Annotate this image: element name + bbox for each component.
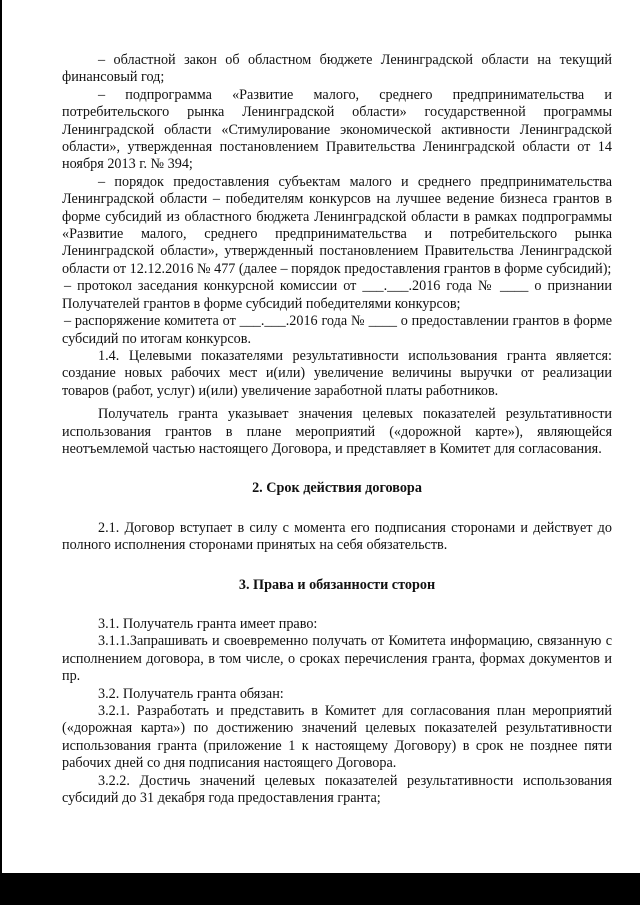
paragraph-1-4: 1.4. Целевыми показателями результативности использования гранта является: создание новых рабочих мест и(или) увеличение величины выручки от реализации товаров (работ, услуг) и(или) увеличение заработной платы работников. — [62, 347, 612, 399]
list-item: – протокол заседания конкурсной комиссии от ___.___.2016 года № ____ о признании Получателей грантов в форме субсидий победителями конкурсов; — [62, 278, 612, 312]
paragraph-3-2-1: 3.2.1. Разработать и представить в Комитет для согласования план мероприятий («дорожная карта») по достижению значений целевых показателей результативности использования гранта (приложение 1 к настоящему Договору) в срок не позднее пяти рабочих дней со дня подписания настоящего Договора. — [62, 703, 612, 772]
list-item: – распоряжение комитета от ___.___.2016 года № ____ о предоставлении грантов в форме субсидий по итогам конкурсов. — [62, 313, 612, 347]
section-3-heading: 3. Права и обязанности сторон — [238, 576, 436, 593]
list-item: – подпрограмма «Развитие малого, среднего предпринимательства и потребительского рынка Ленинградской области» государственной программы Ленинградской области «Стимулирование экономической активности Ленинградской области», утвержденная постановлением Правительства Ленинградской области от 14 ноября 2013 г. № 394; — [62, 86, 612, 173]
paragraph-grant-recipient: Получатель гранта указывает значения целевых показателей результативности использования грантов в плане мероприятий («дорожной карте»), являющейся неотъемлемой частью настоящего Договора, и представляет в Комитет для согласования. — [62, 406, 612, 457]
paragraph-3-1: 3.1. Получатель гранта имеет право: — [98, 615, 318, 632]
paragraph-3-2-2: 3.2.2. Достичь значений целевых показателей результативности использования субсидий до 31 декабря года предоставления гранта; — [62, 772, 612, 807]
paragraph-2-1: 2.1. Договор вступает в силу с момента его подписания сторонами и действует до полного исполнения сторонами принятых на себя обязательств. — [62, 519, 612, 554]
list-item: – областной закон об областном бюджете Ленинградской области на текущий финансовый год; — [62, 52, 612, 86]
scan-left-edge — [0, 0, 2, 873]
paragraph-3-1-1: 3.1.1.Запрашивать и своевременно получать от Комитета информацию, связанную с исполнением договора, в том числе, о сроках перечисления гранта, формах документов и пр. — [62, 633, 612, 685]
paragraph-3-2: 3.2. Получатель гранта обязан: — [98, 685, 284, 702]
list-item: – порядок предоставления субъектам малого и среднего предпринимательства Ленинградской области – победителям конкурсов на лучшее ведение бизнеса грантов в форме субсидий из областного бюджета Ленинградской области в рамках подпрограммы «Развитие малого, среднего предпринимательства и потребительского рынка Ленинградской области», утвержденный постановлением Правительства Ленинградской области от 12.12.2016 № 477 (далее – порядок предоставления грантов в форме субсидий); — [62, 173, 612, 277]
document-page — [62, 52, 612, 807]
scan-bottom-border — [0, 873, 640, 905]
section-2-heading: 2. Срок действия договора — [252, 480, 422, 497]
